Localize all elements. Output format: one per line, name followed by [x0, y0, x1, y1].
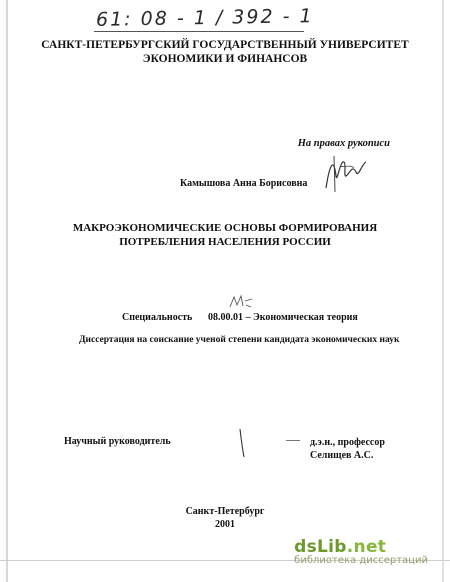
- scan-edge-left: [6, 0, 8, 582]
- supervisor-info: [310, 436, 385, 462]
- place-and-year: [0, 505, 450, 531]
- dslib-caption: библиотека диссертаций: [294, 555, 428, 566]
- dissertation-degree-text: Диссертация на соискание ученой степени кандидата экономических наук: [79, 335, 400, 345]
- supervisor-label: Научный руководитель: [64, 436, 171, 447]
- manuscript-rights-note: На правах рукописи: [297, 138, 390, 149]
- year: 2001: [215, 519, 235, 530]
- university-line-1: САНКТ-ПЕТЕРБУРГСКИЙ ГОСУДАРСТВЕННЫЙ УНИВЕРСИТЕТ: [41, 39, 409, 51]
- title-line-2: ПОТРЕБЛЕНИЯ НАСЕЛЕНИЯ РОССИИ: [119, 236, 331, 248]
- supervisor-name: Селищев А.С.: [310, 450, 374, 461]
- dslib-logo: [294, 537, 428, 557]
- supervisor-degree: д.э.н., профессор: [310, 437, 385, 448]
- specialty-handwritten-mark: [228, 293, 254, 311]
- dslib-logo-tld: .net: [346, 537, 387, 557]
- scan-edge-right: [442, 0, 444, 582]
- dissertation-title: [0, 221, 450, 249]
- handwritten-underline: [94, 31, 304, 32]
- dslib-logo-main: dsLib: [294, 537, 347, 557]
- specialty-code: 08.00.01 – Экономическая теория: [208, 312, 358, 323]
- supervisor-signature-dash: [286, 440, 300, 441]
- university-line-2: ЭКОНОМИКИ И ФИНАНСОВ: [142, 53, 308, 65]
- city: Санкт-Петербург: [185, 506, 265, 517]
- supervisor-signature: [236, 428, 248, 458]
- specialty-label: Специальность: [122, 312, 193, 323]
- university-name: [0, 38, 450, 66]
- author-signature: [320, 152, 370, 194]
- author-name: Камышова Анна Борисовна: [180, 178, 308, 189]
- title-line-1: МАКРОЭКОНОМИЧЕСКИЕ ОСНОВЫ ФОРМИРОВАНИЯ: [72, 222, 378, 234]
- specialty-row: [122, 312, 358, 323]
- dslib-watermark: [294, 537, 428, 566]
- handwritten-catalog-number: 61: 08 - 1 / 392 - 1: [95, 5, 314, 31]
